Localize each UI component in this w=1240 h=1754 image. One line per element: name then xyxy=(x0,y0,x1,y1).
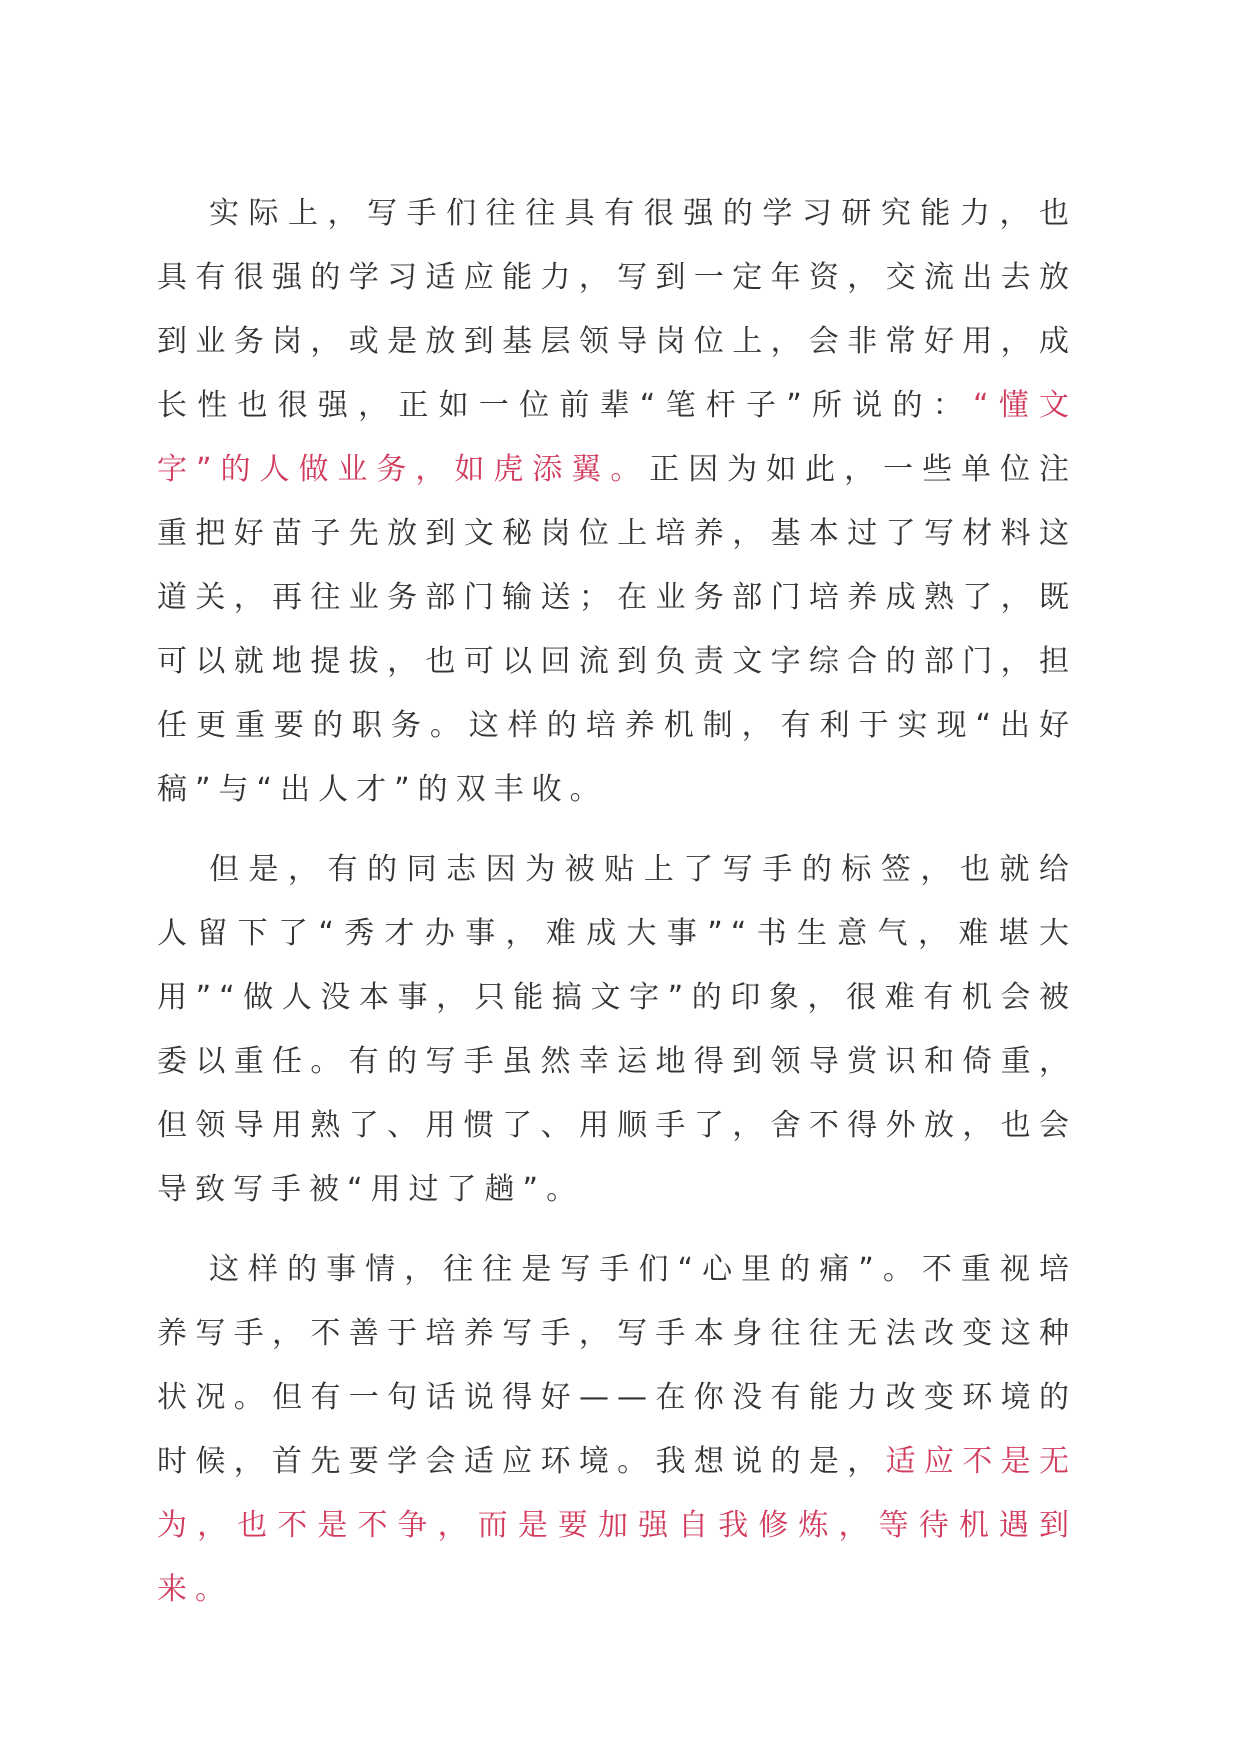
paragraph-3-highlight: 适应不是无为，也不是不争，而是要加强自我修炼，等待机遇到来。 xyxy=(157,1444,1078,1607)
paragraph-2-text-1: 但是，有的同志因为被贴上了写手的标签，也就给人留下了“秀才办事，难成大事”“书生意气，难堪大用”“做人没本事，只能搞文字”的印象，很难有机会被委以重任。有的写手虽然幸运地得到领导赏识和倚重，但领导用熟了、用惯了、用顺手了，舍不得外放，也会导致写手被“用过了趟”。 xyxy=(157,852,1077,1207)
paragraph-1-text-2: 正因为如此，一些单位注重把好苗子先放到文秘岗位上培养，基本过了写材料这道关，再往业务部门输送；在业务部门培养成熟了，既可以就地提拔，也可以回流到负责文字综合的部门，担任更重要的职务。这样的培养机制，有利于实现“出好稿”与“出人才”的双丰收。 xyxy=(157,452,1077,807)
paragraph-1-text-1: 实际上，写手们往往具有很强的学习研究能力，也具有很强的学习适应能力，写到一定年资，交流出去放到业务岗，或是放到基层领导岗位上，会非常好用，成长性也很强，正如一位前辈“笔杆子”所说的： xyxy=(157,196,1077,423)
paragraph-2 xyxy=(157,838,1077,1222)
article-body xyxy=(157,182,1077,1638)
paragraph-1 xyxy=(157,182,1077,822)
paragraph-1-highlight: “懂文字”的人做业务，如虎添翼。 xyxy=(157,388,1077,487)
paragraph-3 xyxy=(157,1238,1077,1622)
paragraph-3-text-1: 这样的事情，往往是写手们“心里的痛”。不重视培养写手，不善于培养写手，写手本身往往无法改变这种状况。但有一句话说得好——在你没有能力改变环境的时候，首先要学会适应环境。我想说的是， xyxy=(157,1252,1077,1479)
